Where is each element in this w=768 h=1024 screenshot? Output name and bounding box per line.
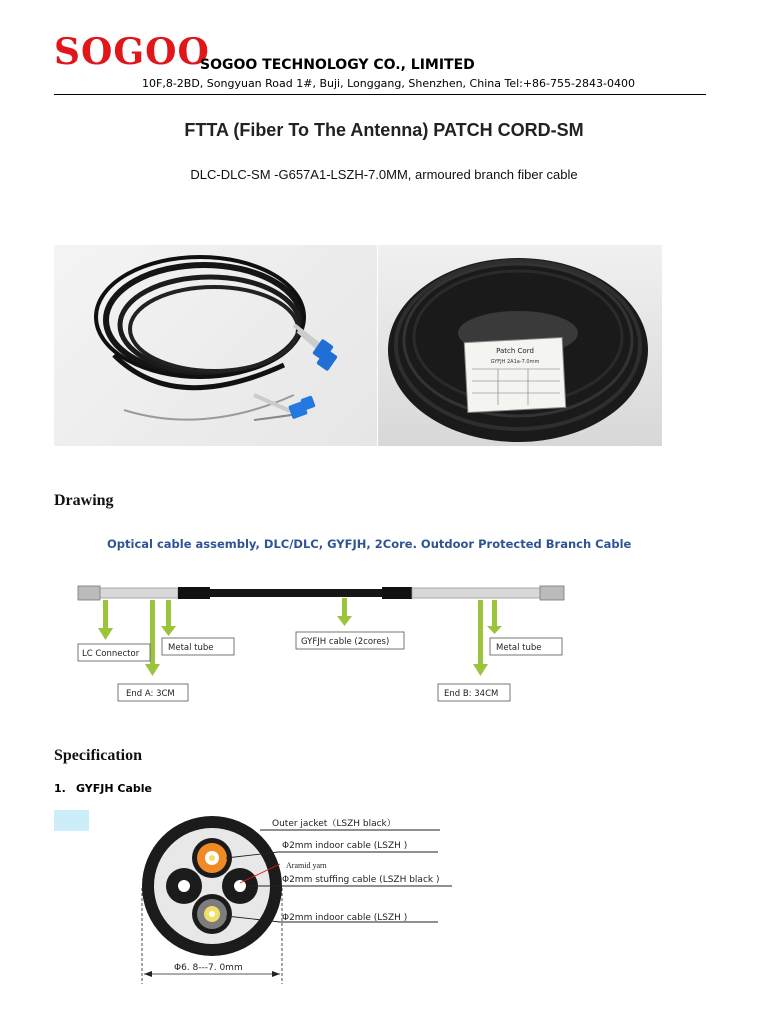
- spec-item-title: GYFJH Cable: [76, 782, 152, 795]
- diagram-title: Optical cable assembly, DLC/DLC, GYFJH, 2Core. Outdoor Protected Branch Cable: [107, 537, 632, 551]
- boot-left-shape: [178, 587, 210, 599]
- drawing-heading: Drawing: [54, 492, 114, 509]
- lc-connector-right-shape: [540, 586, 564, 600]
- label-gyfjh-cable: GYFJH cable (2cores): [301, 637, 390, 647]
- highlight-box: [54, 810, 89, 831]
- company-name: SOGOO TECHNOLOGY CO., LIMITED: [200, 57, 475, 73]
- cable-coil-illustration: [54, 245, 377, 446]
- cable-cross-section: [130, 808, 470, 988]
- page-title: FTTA (Fiber To The Antenna) PATCH CORD-SM: [184, 120, 584, 140]
- page-subtitle: DLC-DLC-SM -G657A1-LSZH-7.0MM, armoured branch fiber cable: [190, 167, 578, 182]
- lc-connector-left-shape: [78, 586, 100, 600]
- label-end-b: End B: 34CM: [444, 689, 499, 699]
- metal-tube-left-shape: [98, 588, 178, 598]
- label-indoor-cable-2: Φ2mm indoor cable (LSZH ): [282, 913, 408, 923]
- cable-reel-photo: [378, 245, 662, 446]
- reel-label-model: GYFJH 2A1a-7.0mm: [490, 359, 540, 365]
- cable-assembly-drawing: [70, 570, 590, 710]
- specification-heading: Specification: [54, 747, 142, 764]
- label-metal-tube-left: Metal tube: [168, 643, 214, 653]
- cable-reel-illustration: [378, 245, 662, 446]
- company-logo: SOGOO: [54, 31, 210, 73]
- spec-item-number: 1.: [54, 782, 66, 795]
- label-stuffing-cable: Φ2mm stuffing cable (LSZH black ): [282, 875, 440, 885]
- reel-label-title: Patch Cord: [496, 347, 534, 355]
- cable-photo: [54, 245, 377, 446]
- gyfjh-cable-shape: [210, 589, 382, 597]
- label-aramid-yarn: Aramid yarn: [286, 861, 327, 870]
- label-lc-connector: LC Connector: [82, 649, 140, 659]
- label-outer-jacket: Outer jacket（LSZH black）: [272, 819, 396, 829]
- label-indoor-cable-1: Φ2mm indoor cable (LSZH ): [282, 841, 408, 851]
- header-divider: [54, 94, 706, 95]
- boot-right-shape: [382, 587, 412, 599]
- company-address: 10F,8-2BD, Songyuan Road 1#, Buji, Longgang, Shenzhen, China Tel:+86-755-2843-0400: [142, 77, 635, 90]
- spec-item-gyfjh: [54, 782, 152, 795]
- metal-tube-right-shape: [412, 588, 542, 598]
- label-diameter: Φ6. 8---7. 0mm: [174, 963, 243, 973]
- label-metal-tube-right: Metal tube: [496, 643, 542, 653]
- label-end-a: End A: 3CM: [126, 689, 175, 699]
